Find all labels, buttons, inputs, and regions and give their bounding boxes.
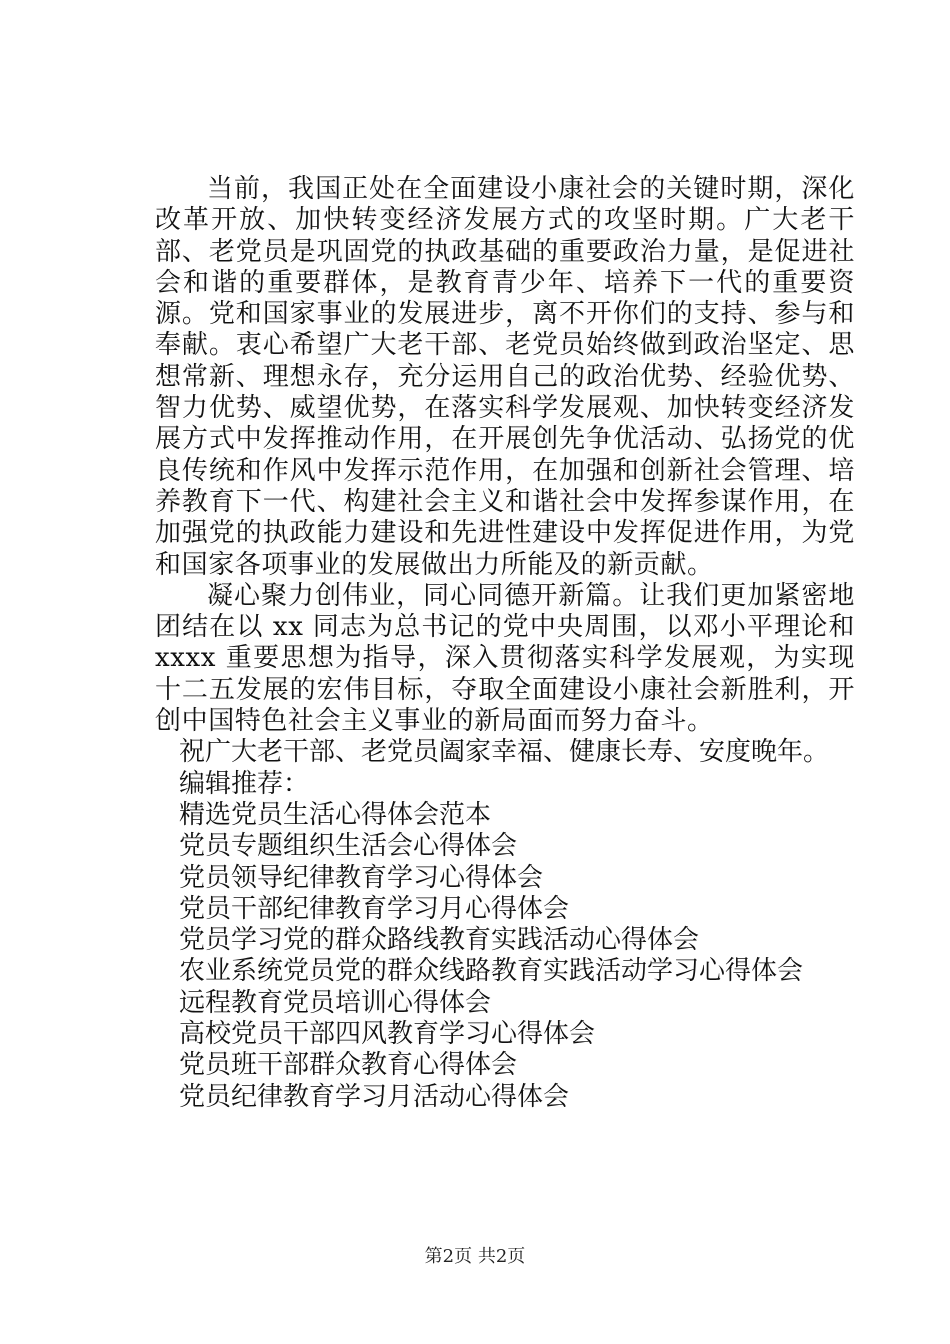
recommend-item[interactable]: 党员学习党的群众路线教育实践活动心得体会 [179, 925, 700, 956]
recommend-item[interactable]: 高校党员干部四风教育学习心得体会 [179, 1019, 596, 1050]
recommend-list [155, 800, 855, 1113]
recommend-heading: 编辑推荐： [179, 768, 310, 799]
page-footer: 第2页 共2页 [424, 1246, 526, 1267]
recommend-item[interactable]: 党员干部纪律教育学习月心得体会 [179, 893, 570, 924]
recommend-item[interactable]: 党员领导纪律教育学习心得体会 [179, 862, 544, 893]
recommend-item[interactable]: 党员班干部群众教育心得体会 [179, 1050, 518, 1081]
recommend-item[interactable]: 远程教育党员培训心得体会 [179, 987, 492, 1018]
paragraph-2: 凝心聚力创伟业，同心同德开新篇。让我们更加紧密地团结在以 xx 同志为总书记的党中央周围，以邓小平理论和 xxxx 重要思想为指导，深入贯彻落实科学发展观，为实现十二五发展的宏伟目标，夺取全面建设小康社会新胜利，开创中国特色社会主义事业的新局面而努力奋斗。 [155, 580, 855, 737]
paragraph-1: 当前，我国正处在全面建设小康社会的关键时期，深化改革开放、加快转变经济发展方式的攻坚时期。广大老干部、老党员是巩固党的执政基础的重要政治力量，是促进社会和谐的重要群体，是教育青少年、培养下一代的重要资源。党和国家事业的发展进步，离不开你们的支持、参与和奉献。衷心希望广大老干部、老党员始终做到政治坚定、思想常新、理想永存，充分运用自己的政治优势、经验优势、智力优势、威望优势，在落实科学发展观、加快转变经济发展方式中发挥推动作用，在开展创先争优活动、弘扬党的优良传统和作风中发挥示范作用，在加强和创新社会管理、培养教育下一代、构建社会主义和谐社会中发挥参谋作用，在加强党的执政能力建设和先进性建设中发挥促进作用，为党和国家各项事业的发展做出力所能及的新贡献。 [155, 174, 855, 580]
recommend-item[interactable]: 农业系统党员党的群众线路教育实践活动学习心得体会 [179, 956, 804, 987]
recommend-item[interactable]: 党员纪律教育学习月活动心得体会 [179, 1081, 570, 1112]
document-body [155, 174, 855, 1113]
recommend-item[interactable]: 党员专题组织生活会心得体会 [179, 831, 518, 862]
closing-wish: 祝广大老干部、老党员阖家幸福、健康长寿、安度晚年。 [179, 737, 830, 768]
recommend-item[interactable]: 精选党员生活心得体会范本 [179, 799, 492, 830]
